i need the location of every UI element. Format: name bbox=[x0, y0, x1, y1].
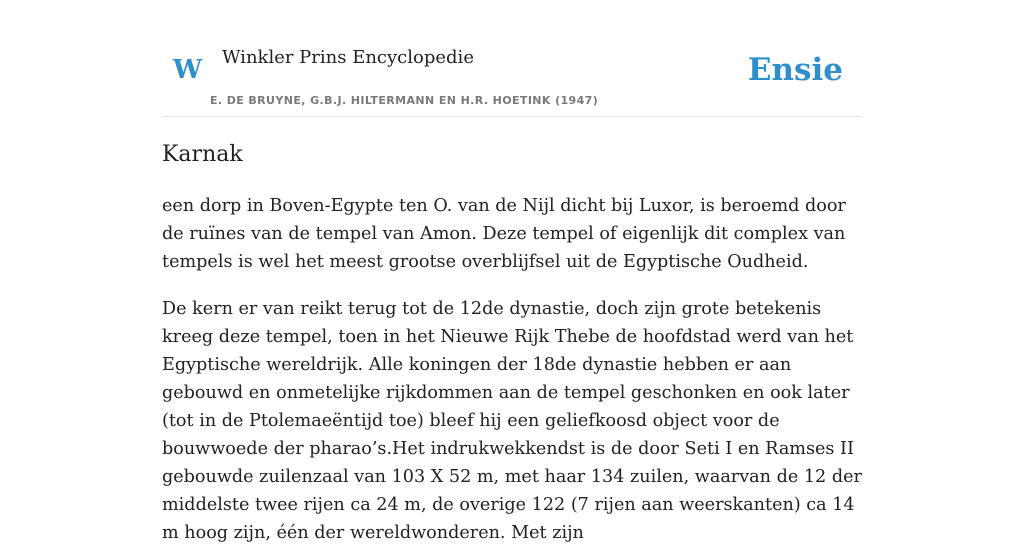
publication-logo-icon[interactable]: W bbox=[173, 55, 203, 85]
entry-content bbox=[162, 138, 865, 547]
publication-header bbox=[162, 0, 862, 117]
publication-title[interactable]: Winkler Prins Encyclopedie bbox=[222, 47, 474, 68]
entry-paragraph: De kern er van reikt terug tot de 12de dynastie, doch zijn grote betekenis kreeg deze tempel, toen in het Nieuwe Rijk Thebe de hoofdstad werd van het Egyptische wereldrijk. Alle koningen der 18de dynastie hebben er aan gebouwd en onmetelijke rijkdommen aan de tempel geschonken en ook later (tot in de Ptolemaeëntijd toe) bleef hij een geliefkoosd object voor de bouwwoede der pharao’s.Het indrukwekkendst is de door Seti I en Ramses II gebouwde zuilenzaal van 103 X 52 m, met haar 134 zuilen, waarvan de 12 der middelste twee rijen ca 24 m, de overige 122 (7 rijen aan weerskanten) ca 14 m hoog zijn, één der wereldwonderen. Met zijn bbox=[162, 299, 862, 543]
publication-authors: E. DE BRUYNE, G.B.J. HILTERMANN EN H.R. HOETINK (1947) bbox=[210, 94, 599, 107]
site-logo[interactable]: Ensie bbox=[747, 52, 843, 88]
entry-title: Karnak bbox=[162, 142, 243, 167]
entry-paragraph: een dorp in Boven-Egypte ten O. van de Nijl dicht bij Luxor, is beroemd door de ruïnes van de tempel van Amon. Deze tempel of eigenlijk dit complex van tempels is wel het meest grootse overblijfsel uit de Egyptische Oudheid. bbox=[162, 196, 846, 272]
